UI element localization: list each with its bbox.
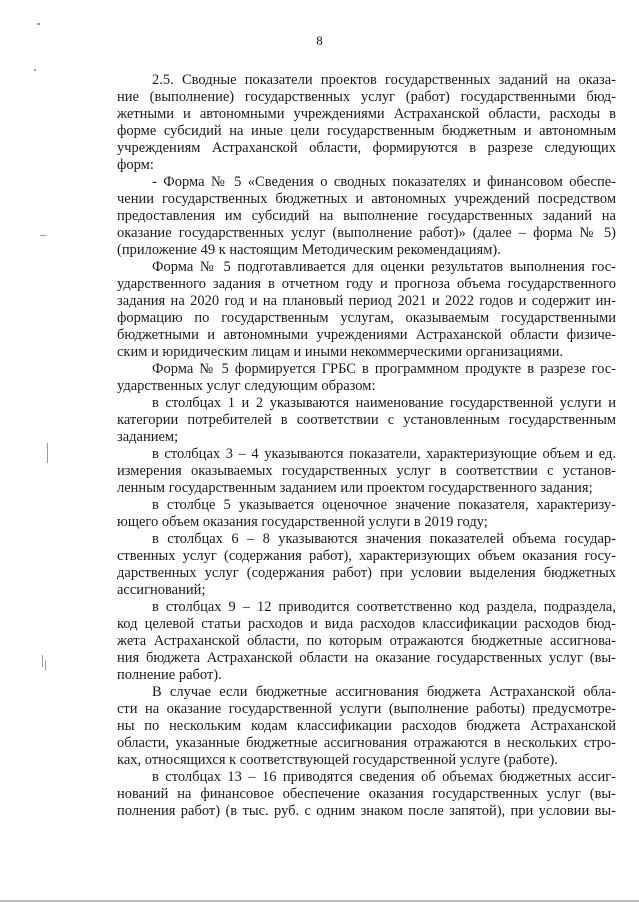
text-line: - Форма № 5 «Сведения о сводных показателях и финансовом обеспе- (152, 174, 616, 190)
text-line: предоставления им субсидий на выполнение государственных заданий на (117, 208, 616, 224)
text-line: категории потребителей в соответствии с установленным государственным (117, 412, 616, 428)
text-line: ния бюджета Астраханской области на оказание государственных услуг (вы- (117, 650, 616, 666)
text-line: ударственных услуг следующим образом: (117, 378, 376, 394)
text-line: в столбцах 3 – 4 указываются показатели, характеризующие объем и ед. (152, 446, 616, 462)
text-line: учреждениям Астраханской области, формируются в разрезе следующих (117, 140, 616, 156)
text-line: ленным государственным заданием или проектом государственного задания; (117, 480, 593, 496)
text-line: сти на оказание государственной услуги (выполнение работы) предусмотре- (117, 701, 616, 717)
text-line: нований на финансовое обеспечение оказания государственных услуг (вы- (117, 786, 616, 802)
scan-mark (37, 23, 40, 25)
text-line: в столбцах 1 и 2 указываются наименование государственной услуги и (152, 395, 616, 411)
text-line: области, указанные бюджетные ассигнования отражаются в нескольких стро- (117, 735, 616, 751)
text-line: в столбцах 9 – 12 приводится соответственно код раздела, подраздела, (152, 599, 616, 615)
text-line: оказание государственных услуг (выполнение работ)» (далее – форма № 5) (117, 225, 616, 241)
text-line: чении государственных бюджетных и автономных учреждений посредством (117, 191, 616, 207)
scan-mark (40, 235, 46, 236)
text-line: задания на 2020 год и на плановый период 2021 и 2022 годов и содержит ин- (117, 293, 616, 309)
text-line: жета Астраханской области, по которым отражаются бюджетные ассигнова- (117, 633, 616, 649)
scan-mark (42, 655, 43, 667)
text-line: код целевой статьи расходов и вида расходов классификации расходов бюд- (117, 616, 616, 632)
text-line: (приложение 49 к настоящим Методическим рекомендациям). (117, 242, 501, 258)
page-bottom-edge (0, 900, 639, 902)
text-line: заданием; (117, 429, 179, 445)
text-line: В случае если бюджетные ассигнования бюджета Астраханской обла- (152, 684, 616, 700)
text-line: дарственных услуг (содержания работ) при условии выделения бюджетных (117, 565, 616, 581)
page-number: 8 (316, 33, 323, 48)
text-line: ющего объем оказания государственной услуги в 2019 году; (117, 514, 488, 530)
scan-mark (45, 660, 46, 670)
text-line: формацию по государственным услугам, оказываемым государственными (117, 310, 616, 326)
text-line: ние (выполнение) государственных услуг (работ) государственными бюд- (117, 89, 616, 105)
text-line: ударственного задания в отчетном году и прогноза объема государственного (117, 276, 616, 292)
text-line: форм: (117, 157, 154, 173)
text-line: ственных услуг (содержания работ), характеризующих объем оказания госу- (117, 548, 616, 564)
text-line: 2.5. Сводные показатели проектов государственных заданий на оказа- (152, 72, 616, 88)
text-line: бюджетными и автономными учреждениями Астраханской области физиче- (117, 327, 616, 343)
text-line: ассигнований; (117, 582, 206, 598)
text-line: полнения работ) (в тыс. руб. с одним знаком после запятой), при условии вы- (117, 803, 616, 819)
text-line: ках, относящихся к соответствующей государственной услуге (работе). (117, 752, 558, 768)
text-line: Форма № 5 подготавливается для оценки результатов выполнения гос- (152, 259, 616, 275)
scan-mark (47, 443, 48, 463)
text-line: Форма № 5 формируется ГРБС в программном продукте в разрезе гос- (152, 361, 616, 377)
text-line: в столбцах 13 – 16 приводятся сведения об объемах бюджетных ассиг- (152, 769, 616, 785)
text-line: ским и юридическим лицам и иными некоммерческими организациями. (117, 344, 564, 360)
text-line: ны по нескольким кодам классификации расходов бюджета Астраханской (117, 718, 616, 734)
text-line: полнение работ). (117, 667, 222, 683)
text-line: жетными и автономными учреждениями Астраханской области, расходы в (117, 106, 616, 122)
text-line: в столбцах 6 – 8 указываются значения показателей объема государ- (152, 531, 616, 547)
text-line: в столбце 5 указывается оценочное значение показателя, характеризу- (152, 497, 616, 513)
text-line: форме субсидий на иные цели государственным бюджетным и автономным (117, 123, 616, 139)
scan-mark (34, 69, 36, 71)
text-line: измерения оказываемых государственных услуг в соответствии с установ- (117, 463, 616, 479)
